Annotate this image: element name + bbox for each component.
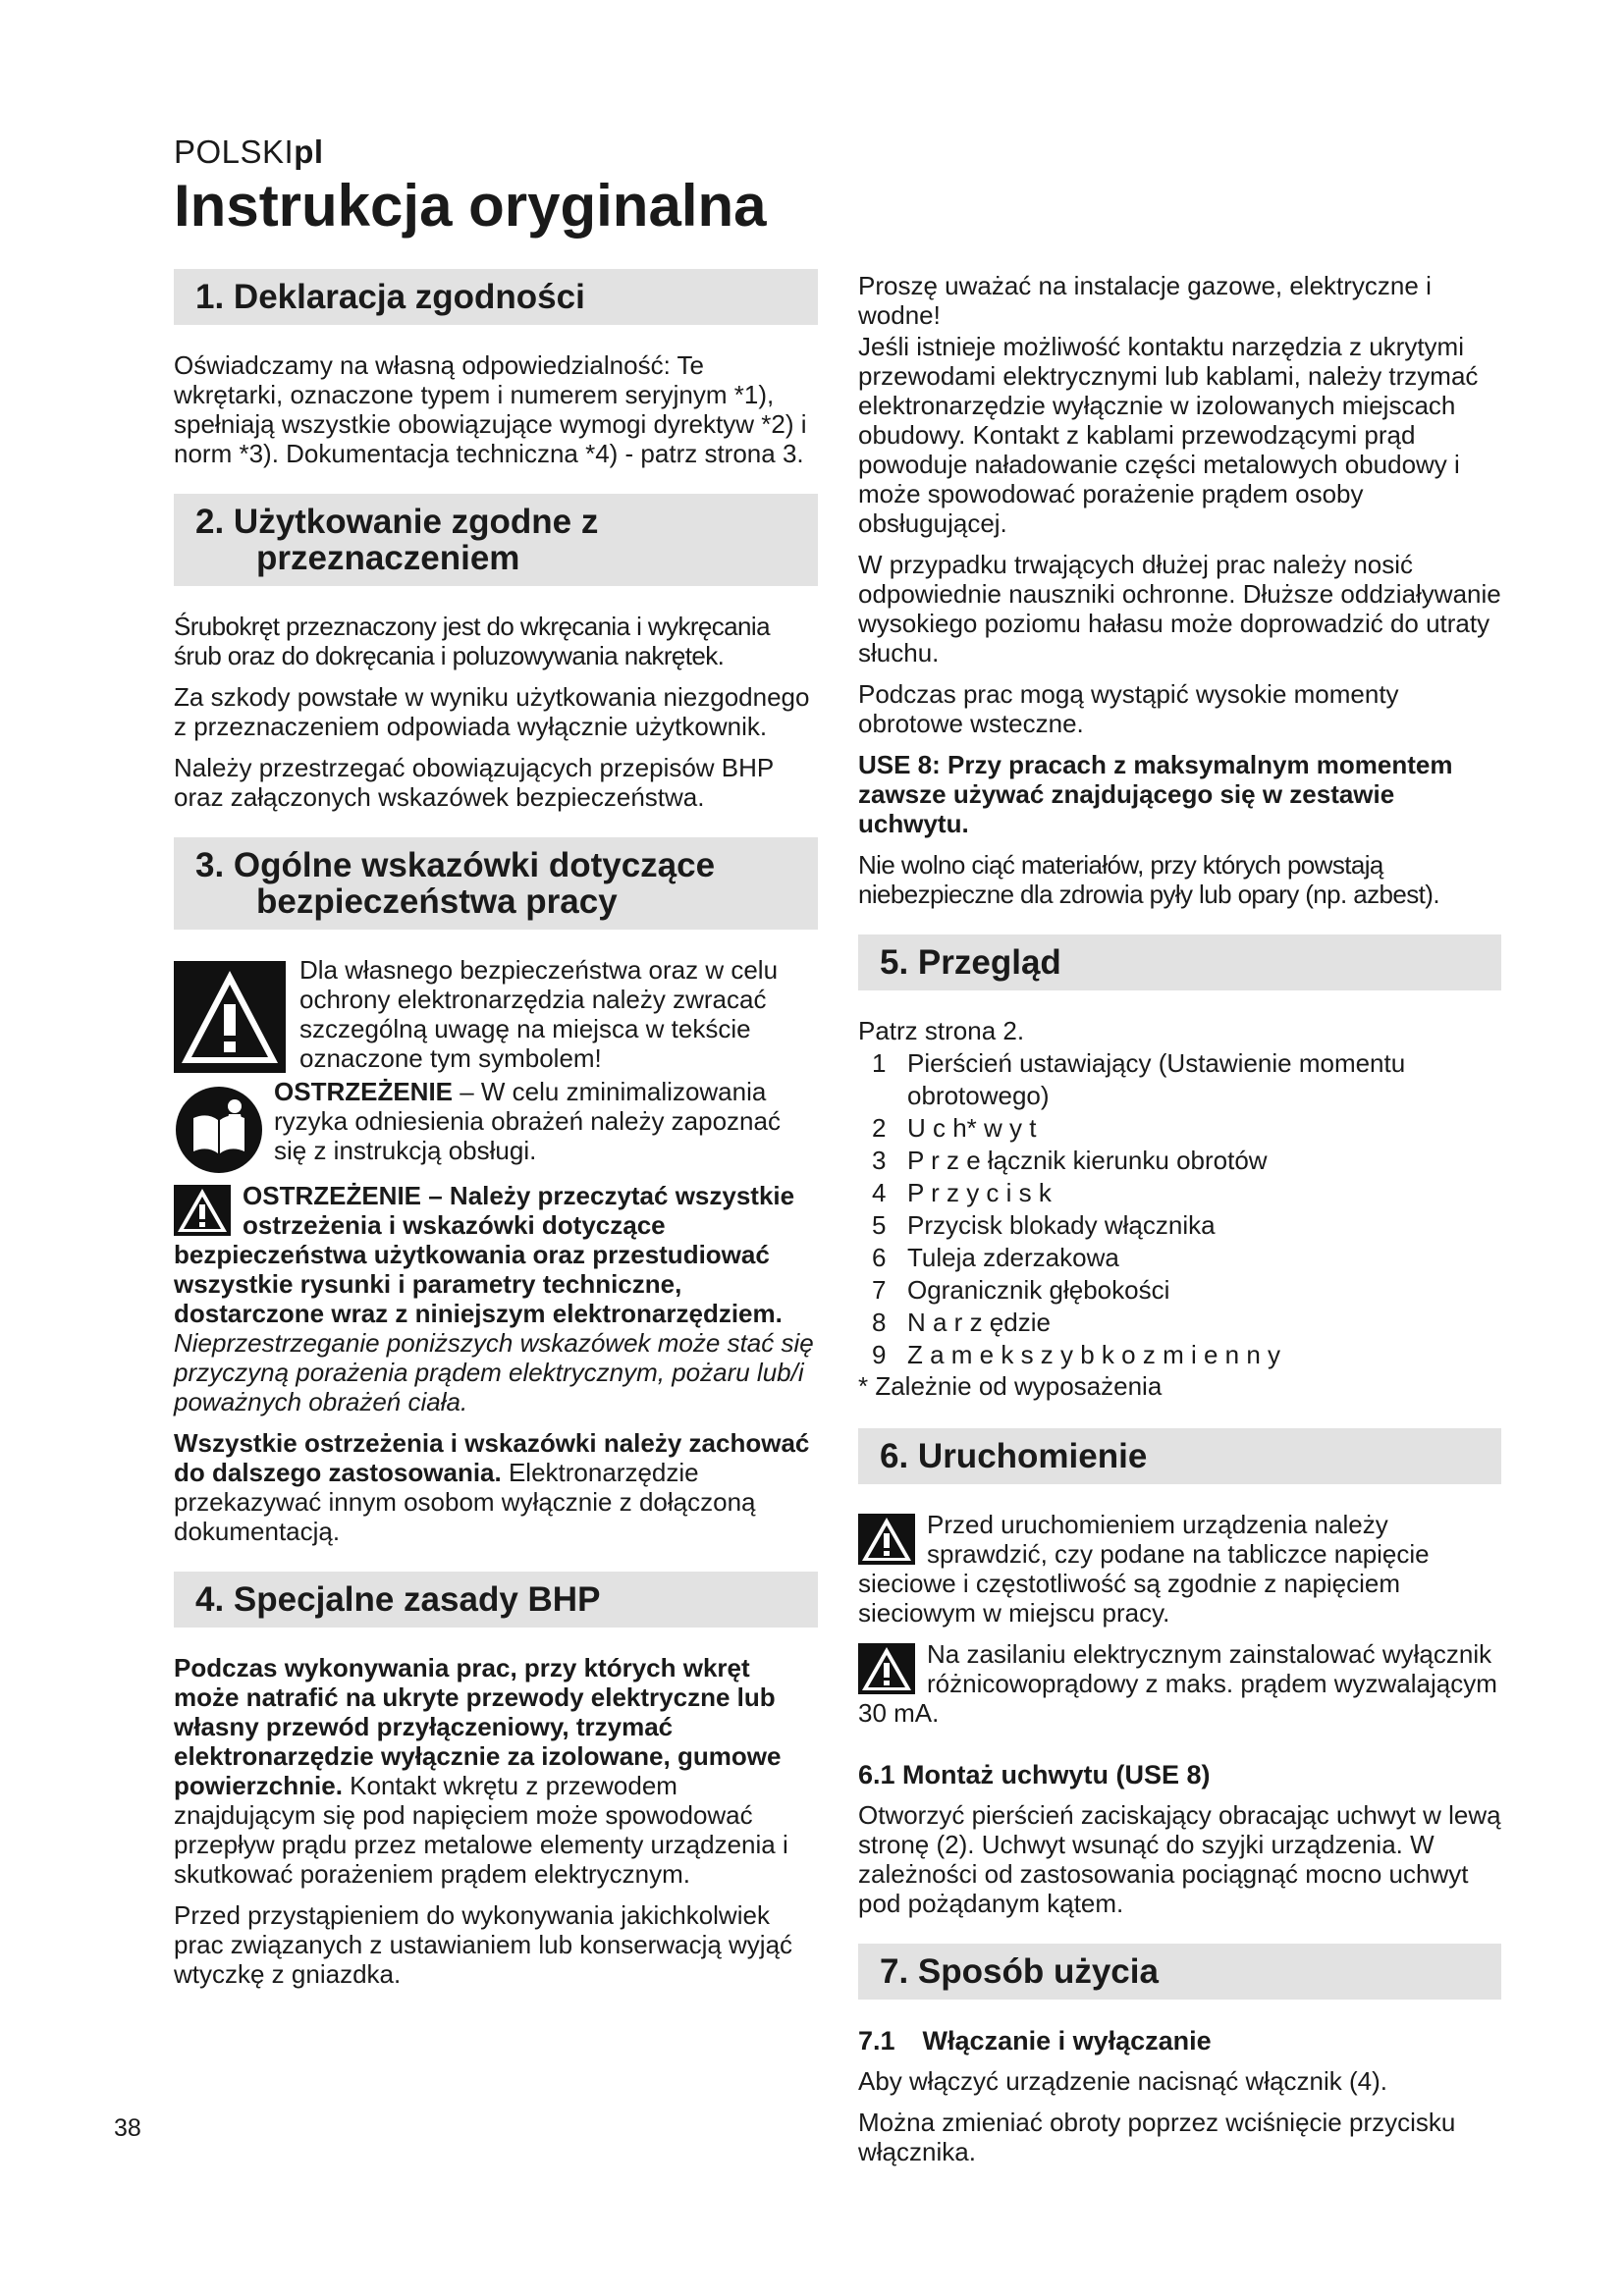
section-6-warning-2: Na zasilaniu elektrycznym zainstalować wyłącznik różnicowoprądowy z maks. prądem wyzwalającym 30 mA. <box>858 1639 1497 1728</box>
warning-icon <box>858 1643 915 1694</box>
section-4-text-4: Jeśli istnieje możliwość kontaktu narzędzia z ukrytymi przewodami elektrycznymi lub kablami, należy trzymać elektronarzędzie wyłącznie w izolowanych miejscach obudowy. Kontakt z kablami przewodzącymi prąd powoduje naładowanie części metalowych obudowy i może spowodować porażenie prądem osoby obsługującej. <box>858 332 1479 538</box>
section-7-1-text-1: Aby włączyć urządzenie nacisnąć włącznik (4). <box>858 2066 1387 2096</box>
section-2-title: 2. Użytkowanie zgodne z przeznaczeniem <box>195 503 599 577</box>
list-item: 3 P r z e łącznik kierunku obrotów <box>872 1146 1268 1175</box>
section-5-footnote: * Zależnie od wyposażenia <box>858 1371 1163 1401</box>
right-column <box>858 271 1501 2178</box>
section-1-header <box>174 269 818 325</box>
section-7-1-title: 7.1 Włączanie i wyłączanie <box>858 2026 1212 2056</box>
section-1-title: 1. Deklaracja zgodności <box>195 278 585 316</box>
left-column <box>174 269 818 2001</box>
section-6-1-title: 6.1 Montaż uchwytu (USE 8) <box>858 1760 1211 1789</box>
section-4-text-1: Podczas wykonywania prac, przy których wkręt może natrafić na ukryte przewody elektryczne lub własny przewód przyłączeniowy, trzymać elektronarzędzie wyłącznie za izolowane, gumowe powierzchnie. Kontakt wkrętu z przewodem znajdującym się pod napięciem może spowodować przepływ prądu przez metalowe elementy urządzenia i skutkować porażeniem prądem elektrycznym. <box>174 1653 788 1889</box>
section-7-1-text-2: Można zmieniać obroty poprzez wciśnięcie przycisku włącznika. <box>858 2108 1456 2166</box>
section-4-text-7: USE 8: Przy pracach z maksymalnym momentem zawsze używać znajdującego się w zestawie uchwytu. <box>858 750 1453 838</box>
section-5-header <box>858 934 1501 990</box>
warning-triangle-icon <box>174 961 286 1073</box>
symbol-explanation-text: Dla własnego bezpieczeństwa oraz w celu ochrony elektronarzędzia należy zwracać szczególną uwagę na miejsca w tekście oznaczone tym symbolem! <box>299 955 779 1073</box>
section-2-text-3: Należy przestrzegać obowiązujących przepisów BHP oraz załączonych wskazówek bezpieczeństwa. <box>174 753 774 812</box>
section-5-intro: Patrz strona 2. <box>858 1016 1025 1045</box>
section-6-warning-1: Przed uruchomieniem urządzenia należy sprawdzić, czy podane na tabliczce napięcie sieciowe i częstotliwość są zgodnie z napięciem sieciowym w miejscu pracy. <box>858 1510 1430 1628</box>
section-7-title: 7. Sposób użycia <box>880 1952 1159 1991</box>
list-item: 7 Ogranicznik głębokości <box>872 1275 1170 1305</box>
parts-list <box>858 1047 1501 1371</box>
list-item: 6 Tuleja zderzakowa <box>872 1243 1119 1272</box>
list-item: 1 Pierścień ustawiający (Ustawienie momentu obrotowego) <box>872 1048 1406 1110</box>
list-item: 4 P r z y c i s k <box>872 1178 1052 1207</box>
read-manual-text: OSTRZEŻENIE – W celu zminimalizowania ryzyka odniesienia obrażeń należy zapoznać się z instrukcją obsługi. <box>274 1077 781 1165</box>
general-warning: OSTRZEŻENIE – Należy przeczytać wszystkie ostrzeżenia i wskazówki dotyczące bezpieczeństwa użytkowania oraz przestudiować wszystkie rysunki i parametry techniczne, dostarczone wraz z niniejszym elektronarzędziem. Nieprzestrzeganie poniższych wskazówek może stać się przyczyną porażenia prądem elektrycznym, pożaru lub/i poważnych obrażeń ciała. <box>174 1181 814 1416</box>
page-number: 38 <box>114 2114 141 2142</box>
section-3-title: 3. Ogólne wskazówki dotyczące bezpieczeństwa pracy <box>195 846 716 921</box>
keep-instructions: Wszystkie ostrzeżenia i wskazówki należy zachować do dalszego zastosowania. Elektronarzędzie przekazywać innym osobom wyłącznie z dołączoną dokumentacją. <box>174 1428 810 1546</box>
read-manual-warning <box>174 1077 818 1175</box>
language-header: POLSKIpl <box>174 133 324 170</box>
list-item: 5 Przycisk blokady włącznika <box>872 1210 1216 1240</box>
section-2-text-2: Za szkody powstałe w wyniku użytkowania niezgodnego z przeznaczeniem odpowiada wyłącznie użytkownik. <box>174 682 810 741</box>
section-6-title: 6. Uruchomienie <box>880 1437 1148 1475</box>
section-1-text: Oświadczamy na własną odpowiedzialność: Te wkrętarki, oznaczone typem i numerem seryjnym *1), spełniają wszystkie obowiązujące wymogi dyrektyw *2) i norm *3). Dokumentacja techniczna *4) - patrz strona 3. <box>174 350 807 468</box>
section-6-header <box>858 1428 1501 1484</box>
warning-icon <box>174 1185 231 1236</box>
section-4-text-8: Nie wolno ciąć materiałów, przy których powstają niebezpieczne dla zdrowia pyły lub opary (np. azbest). <box>858 850 1439 909</box>
section-2-text-1: Śrubokręt przeznaczony jest do wkręcania i wykręcania śrub oraz do dokręcania i poluzowywania nakrętek. <box>174 612 770 670</box>
section-2-header <box>174 494 818 586</box>
list-item: 9 Z a m e k s z y b k o z m i e n n y <box>872 1340 1280 1369</box>
section-6-1-text: Otworzyć pierścień zaciskający obracając uchwyt w lewą stronę (2). Uchwyt wsunąć do szyjki urządzenia. W zależności od zastosowania pociągnąć mocno uchwyt pod pożądanym kątem. <box>858 1800 1501 1918</box>
page-title: Instrukcja oryginalna <box>174 173 767 239</box>
section-5-title: 5. Przegląd <box>880 943 1061 982</box>
section-4-header <box>174 1572 818 1628</box>
section-4-text-5: W przypadku trwających dłużej prac należy nosić odpowiednie nauszniki ochronne. Dłuższe oddziaływanie wysokiego poziomu hałasu może doprowadzić do utraty słuchu. <box>858 550 1501 667</box>
section-4-title: 4. Specjalne zasady BHP <box>195 1580 601 1619</box>
section-4-text-6: Podczas prac mogą wystąpić wysokie momenty obrotowe wsteczne. <box>858 679 1399 738</box>
section-7-header <box>858 1944 1501 2000</box>
section-4-text-2: Przed przystąpieniem do wykonywania jakichkolwiek prac związanych z ustawianiem lub konserwacją wyjąć wtyczkę z gniazdka. <box>174 1900 793 1989</box>
read-manual-icon <box>174 1085 264 1175</box>
warning-icon <box>858 1514 915 1565</box>
list-item: 2 U c h* w y t <box>872 1113 1037 1143</box>
section-4-text-3: Proszę uważać na instalacje gazowe, elektryczne i wodne! <box>858 271 1432 330</box>
section-3-header <box>174 837 818 930</box>
list-item: 8 N a r z ędzie <box>872 1308 1051 1337</box>
symbol-explanation <box>174 955 818 1073</box>
